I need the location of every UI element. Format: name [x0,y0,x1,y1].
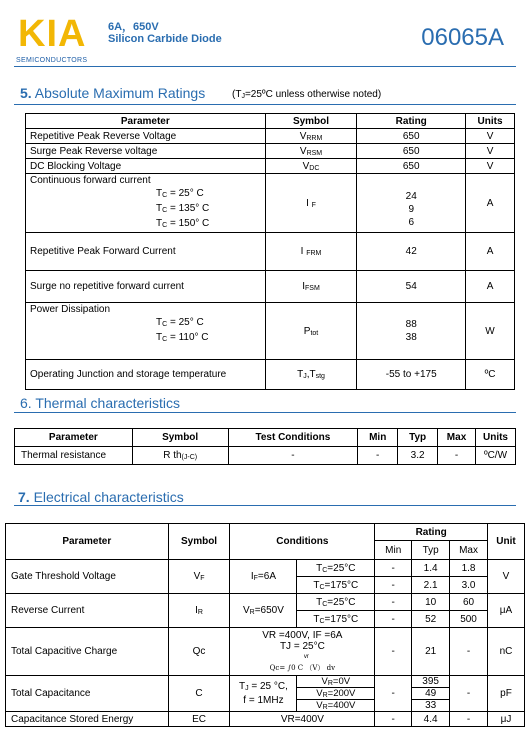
unit-cell: μJ [488,712,525,727]
table-row [6,676,525,688]
condition-cell: VR=400V [230,712,375,727]
max-cell: 500 [450,611,488,628]
table-row [26,233,515,271]
symbol-cell: I $_{FRM}$ [265,233,357,271]
col-header: Typ [398,429,438,447]
param-cell: Surge no repetitive forward current [26,271,266,303]
condition-line: f = 1MHz [243,694,284,706]
col-header: Rating [357,114,466,129]
unit-cell: V [466,159,515,174]
thermal-table [14,428,516,465]
param-cell [26,303,266,360]
unit-cell: W [466,303,515,360]
condition-cell [230,676,297,712]
symbol-cell: I $_F$ [265,174,357,233]
qc-formula: Qc= ∫0 C （V） dv [269,663,336,672]
subcondition-cell: $T_C=25^\circ C$ [297,560,375,577]
unit-cell: ºC [466,360,515,390]
symbol-cell: $I_R$ [168,594,230,628]
col-header: Units [466,114,515,129]
section-5-heading: Absolute Maximum Ratings [31,85,206,101]
unit-cell: pF [488,676,525,712]
rating-value: 6 [408,217,414,228]
param-cell: DC Blocking Voltage [26,159,266,174]
typ-cell: 2.1 [412,577,450,594]
page-header [0,0,530,70]
part-number: 06065A [421,24,504,51]
col-header: Parameter [6,524,169,560]
rating-cell: 54 [357,271,466,303]
table-row [6,628,525,676]
rating-cell: 42 [357,233,466,271]
table-row [26,144,515,159]
symbol-cell: C [168,676,230,712]
col-header: Test Conditions [228,429,358,447]
rating-value: 24 [405,191,417,202]
condition-line: TJ = 25°C [279,640,325,652]
symbol-cell: $V_{RSM}$ [265,144,357,159]
logo-subtitle: SEMICONDUCTORS [16,57,88,64]
typ-cell: 3.2 [398,447,438,465]
condition-cell: $V_R=650V$ [230,594,297,628]
symbol-cell: R $th_{(J-C)}$ [132,447,228,465]
integral-limit: vr [303,653,309,660]
condition-cell [230,628,375,676]
unit-cell: A [466,271,515,303]
param-cell: Repetitive Peak Reverse Voltage [26,129,266,144]
min-cell: - [375,676,412,712]
min-cell: - [375,628,412,676]
section-5-divider [14,104,516,105]
table-row [26,360,515,390]
param-name: Power Dissipation [30,304,111,315]
typ-cell: 52 [412,611,450,628]
rating-cell: 650 [357,159,466,174]
subcondition-cell: $T_C=175^\circ C$ [297,611,375,628]
param-cell: Repetitive Peak Forward Current [26,233,266,271]
table-row [26,129,515,144]
rating-value: 9 [408,204,414,215]
spec-description: Silicon Carbide Diode [108,33,222,45]
rating-cell: -55 to +175 [357,360,466,390]
col-header: Units [475,429,515,447]
condition-line: VR =400V, IF =6A [262,629,343,641]
unit-cell: nC [488,628,525,676]
condition: $T_C = 110^\circ$ C [156,332,209,343]
table-row [6,594,525,611]
max-cell: - [450,628,488,676]
table-row [15,447,516,465]
table-row [6,560,525,577]
typ-cell: 1.4 [412,560,450,577]
condition-line: $T_J = 25$ °C, [238,680,288,692]
param-cell: Operating Junction and storage temperature [26,360,266,390]
param-cell: Capacitance Stored Energy [6,712,169,727]
col-header: Typ [412,541,450,560]
col-header: Max [450,541,488,560]
condition-cell: $I_F=6A$ [230,560,297,594]
col-header: Min [358,429,398,447]
table-header-row [6,524,525,541]
unit-cell: A [466,174,515,233]
rating-value: 38 [405,332,417,343]
param-name: Continuous forward current [30,175,151,186]
symbol-cell: $V_F$ [168,560,230,594]
unit-cell: ºC/W [475,447,515,465]
spec-rating: 6A，650V [108,21,159,33]
rating-value: 88 [405,319,417,330]
col-header: Min [375,541,412,560]
table-row [26,271,515,303]
condition-cell: - [228,447,358,465]
subcondition-cell: $T_C=175^\circ C$ [297,577,375,594]
table-row [26,303,515,360]
condition: $T_C = 135^\circ$ C [156,203,210,214]
typ-cell: 395 [412,676,450,688]
table-header-row [15,429,516,447]
col-header: Symbol [168,524,230,560]
max-cell: - [450,712,488,727]
max-cell: - [438,447,476,465]
min-cell: - [375,577,412,594]
rating-cell: 650 [357,129,466,144]
section-5-note: ($T_J=25ºC$ unless otherwise noted) [232,89,382,100]
subcondition-cell: $V_R=200V$ [297,688,375,700]
col-header: Rating [375,524,488,541]
table-row [26,159,515,174]
condition: $T_C = 25^\circ$ C [156,317,204,328]
absolute-max-ratings-table [25,113,515,390]
max-cell: 1.8 [450,560,488,577]
section-7-title [18,489,184,505]
symbol-cell: $T_J,T_{stg}$ [265,360,357,390]
min-cell: - [375,611,412,628]
max-cell: - [450,676,488,712]
param-cell: Total Capacitance [6,676,169,712]
col-header: Unit [488,524,525,560]
max-cell: 60 [450,594,488,611]
section-5-title [20,85,205,101]
unit-cell: V [488,560,525,594]
section-7-number: 7. [18,489,30,505]
electrical-table [5,523,525,727]
typ-cell: 49 [412,688,450,700]
section-7-heading: Electrical characteristics [29,489,184,505]
symbol-cell: Qc [168,628,230,676]
typ-cell: 10 [412,594,450,611]
param-cell: Total Capacitive Charge [6,628,169,676]
table-header-row [26,114,515,129]
table-row [6,712,525,727]
param-cell: Gate Threshold Voltage [6,560,169,594]
min-cell: - [375,560,412,577]
unit-cell: V [466,144,515,159]
condition: $T_C = 25^\circ$ C [156,188,204,199]
symbol-cell: $V_{DC}$ [265,159,357,174]
col-header: Symbol [132,429,228,447]
param-cell [26,174,266,233]
rating-cell: 650 [357,144,466,159]
min-cell: - [375,712,412,727]
col-header: Symbol [265,114,357,129]
col-header: Max [438,429,476,447]
company-logo: KIA [18,13,87,55]
section-7-divider [14,505,516,506]
symbol-cell: $P_{tot}$ [265,303,357,360]
subcondition-cell: $T_C=25^\circ C$ [297,594,375,611]
symbol-cell: $V_{RRM}$ [265,129,357,144]
typ-cell: 4.4 [412,712,450,727]
symbol-cell: $I_{FSM}$ [265,271,357,303]
max-cell: 3.0 [450,577,488,594]
rating-cell [357,174,466,233]
typ-cell: 21 [412,628,450,676]
table-row [26,174,515,233]
section-6-title: 6. Thermal characteristics [20,395,181,411]
rating-cell [357,303,466,360]
col-header: Parameter [15,429,133,447]
subcondition-cell: $V_R=400V$ [297,700,375,712]
subcondition-cell: $V_R=0V$ [297,676,375,688]
param-cell: Reverse Current [6,594,169,628]
header-divider [14,66,516,67]
unit-cell: μA [488,594,525,628]
unit-cell: A [466,233,515,271]
typ-cell: 33 [412,700,450,712]
unit-cell: V [466,129,515,144]
min-cell: - [375,594,412,611]
section-6-divider [14,412,516,413]
condition: $T_C = 150^\circ$ C [156,218,210,229]
col-header: Conditions [230,524,375,560]
col-header: Parameter [26,114,266,129]
param-cell: Thermal resistance [15,447,133,465]
min-cell: - [358,447,398,465]
param-cell: Surge Peak Reverse voltage [26,144,266,159]
symbol-cell: EC [168,712,230,727]
section-5-number: 5. [20,85,32,101]
